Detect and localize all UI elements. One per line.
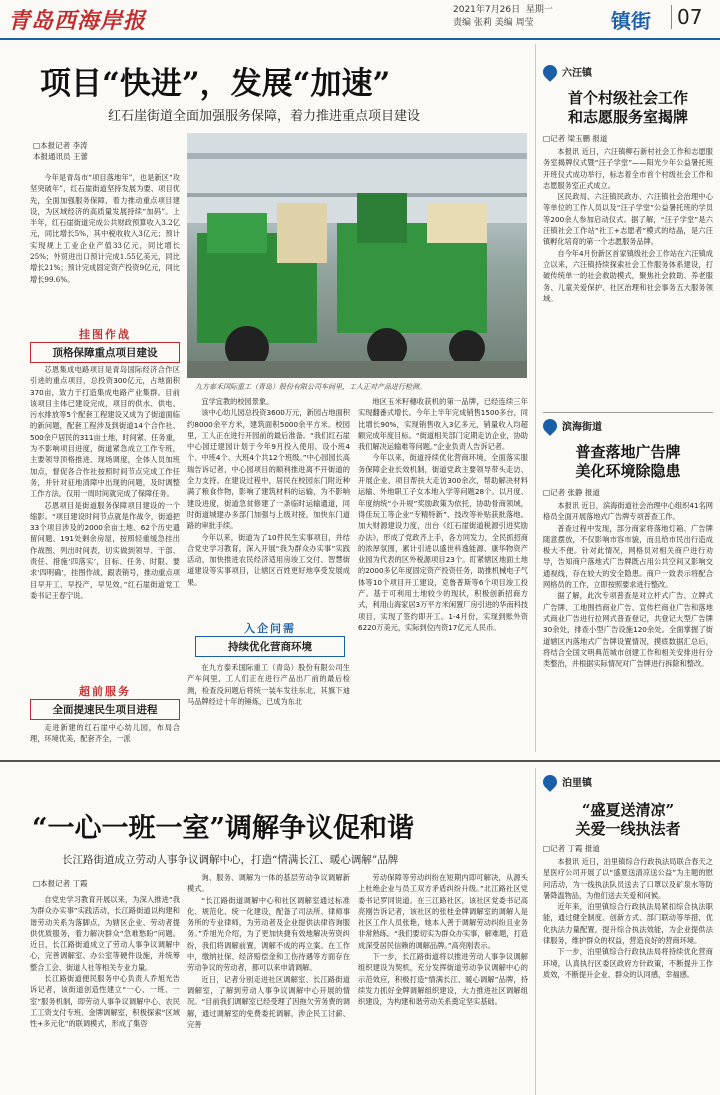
section1-header bbox=[30, 326, 180, 363]
bottom-col3: 劳动保障等劳动纠纷在短期内即可解决，从源头上杜绝企业与员工双方矛盾纠纷升级。”北江路社区党委书记罗同说道。在三江路社区，该社区党委书记高亮刚告诉记者，该社区的张桂金牌调解室的调解人是社区工作人员张艳，她本人善于调解劳动纠纷且业务非常熟练。“我们要切实为群众办实事，解难题，打造成深受居民信赖的调解品牌。”高亮刚表示。 下一步，长江路街道将以推进劳动人事争议调解组织建设为契机，充分发挥街道劳动争议调解中心的示范效应，积极打造“情满长江、暖心调解”品牌，持续发力抓好金牌调解组织建设，大力推进社区调解组织建设，为构建和谐劳动关系奠定坚实基础。 bbox=[358, 873, 528, 1007]
right1-body: 本报讯 近日，六汪镇柳石新村社会工作和志愿服务室揭牌仪式暨“汪子学堂”——阳光少年公益暑托班开班仪式成功举行，标志着全市首个村级社会工作和志愿服务室正式成立。 区民政局、六汪镇民政办、六汪镇社会治理中心等单位的工作人员以及“汪子学堂”公益暑托班的学员等200余人参加启动仪式。据了解，“汪子学堂”是六汪镇社会工作站“社工+志愿者”模式的结晶，是六汪镇孵化培育的第一个志愿服务品牌。 自今年4月份新区首家镇级社会工作站在六汪镇成立以来，六汪镇持续探索社会工作服务体系建设，打破传统单一的社会救助模式，聚焦社会救助、养老服务、儿童关爱保护、社区治理和社会事务五大服务领域。 bbox=[543, 147, 713, 303]
bottom-col1: 自党史学习教育开展以来，为深入推进“我为群众办实事”实践活动，长江路街道以构建和谐劳动关系为落脚点，为辖区企业、劳动者提供优质服务，着力解决群众“急难愁盼”问题。近日，长江路街道成立了劳动人事争议调解中心，完善调解室、办公室等硬件设施，并统筹整合工会、街道人社等相关专业力量。 长江路街道便民服务中心负责人乔旭光告诉记者，该街道创造性建立“一心、一班、一室”服务机制，即劳动人事争议调解中心、农民工工资支付专班、金牌调解室，积极探索“区域性+多元化”的联调模式，形成了集咨 bbox=[30, 895, 180, 1029]
right1-byline: □记者 梁玉鹏 报道 bbox=[543, 134, 608, 143]
right3-story bbox=[543, 774, 713, 1081]
right2-story bbox=[543, 418, 713, 760]
main-col1: 芯恩集成电路项目是青岛国际经济合作区引进的重点项目，总投资300亿元，占地面积370亩，致力于打造集成电路产业集群。目前该项目主体已建设完成，项目的供水、供电、污水排放等5个配套工程建设又成为了街道面临的新问题，配套工程涉及到街道14个合作社、500余户居民的311亩土地，时间紧、任务重，为不影响项目进度，街道紧急成立工作专班，主要领导顶格推进、现场调度，全体人员加班加点，督促各合作社按照时间节点完成工作任务，并针对征地清障中出现的问题，及时调整工作方法，仅用一周时间就完成了保障任务。 芯恩项目是街道服务保障项目建设的一个缩影。“项目建设时间节点就是作战令，街道把33个项目涉及的2000余亩土地、62个历史遗留问题、191处剩余房屋，按照轻重缓急挂出作战图、列出时间表，切实做到领导、干部、责任、措施‘四落实’，目标、任务、时限、要求‘四明确’，挂图作战、跟表销号，推动重点项目早开工、早投产，早见效，”红石崖街道党工委书记王春宁说。 bbox=[30, 365, 180, 600]
bottom-col2: 询、服务、调解为一体的基层劳动争议调解新模式。 “长江路街道调解中心和社区调解室通过标准化、规范化、统一化建设，配备了司法所、律师事务所的专业律师，为劳动者及企业提供法律咨询服务。”乔旭光介绍，为了更加快捷有效地解决劳资纠纷，我们将调解前置，调解不成的再立案。在工作中，缴纳社保、经济赔偿金和工伤待遇等方面存在劳动争议的劳动者，都可以来申请调解。 近日，记者分别走进社区调解室、长江路街道调解室，了解到劳动人事争议调解中心开展的情况。“目前我们调解室已经受理了因拖欠劳务费的调解，通过调解室的免费委托调解，涉企民工讨薪、完善 bbox=[187, 873, 350, 1029]
editor-credits: 责编 张莉 美编 周莹 bbox=[453, 18, 534, 28]
main-col2: 宜学宜教的校园景象。 该中心幼儿园总投资3600万元，新园占地面积约8000余平方米，建筑面积5000余平方米。校园里，工人正在进行开园前的最后准备。“我们红石崖中心园迁建园计划于今年9月投入使用，设小班4个、中班4个、大班4个共12个班级。”中心园园长高瑞告诉记者，中心园项目的顺利推进离不开街道的全力支持。在建设过程中，居民在校园东门附近种满了粮食作物，影响了建筑材料的运输，为不影响建设进度，街道急贫修建了一条临时运输通道，同时街道城建办多部门加强与上级对接，加快东门道路的审批手续。 今年以来，街道为了10件民生实事项目，并结合党史学习教育，深入开展“我为群众办实事”实践活动，加快推进农民经济适用房竣工交付、智慧街道建设等实事项目，让辖区百姓更好地享受发展成果。 bbox=[187, 397, 350, 587]
location-pin-icon bbox=[540, 62, 560, 82]
section1-tag: 挂图作战 bbox=[79, 328, 131, 341]
right3-body: 本报讯 近日，泊里镇综合行政执法局联合春天之星医疗公司开展了以“盛夏送清凉送公益”为主题的慰问活动，为一线执法队员送去了口罩以及矿泉水等防暑降温物品，为他们送去关爱和问候。 近年来，泊里镇综合行政执法局紧扣综合执法职能，通过健全制度、创新方式、部门联动等举措，优化执法力量配置，提升综合执法效能，为企业提供法律服务，维护群众的权益，营造良好的营商环境。 下一步，泊里镇综合行政执法局将持续优化营商环境，认真执行区委区政府方针政策，不断提升工作质效，不断提升企业、群众的认同感，幸福感。 bbox=[543, 857, 713, 979]
right2-title: 普查落地广告牌 美化环境除隐患 bbox=[575, 443, 681, 480]
section2-tag: 超前服务 bbox=[79, 685, 131, 698]
section3-title: 持续优化营商环境 bbox=[195, 636, 345, 657]
section2-header bbox=[30, 683, 180, 720]
main-col2-tail: 在九方泰禾国际重工（青岛）股份有限公司生产车间里，工人们正在进行产品出厂前的最后检测，检查没问题后将统一装车发往东北，其旗下迪马品牌经过十年的锤炼，已成为东北 bbox=[187, 663, 350, 706]
masthead-rule bbox=[0, 38, 720, 40]
right1-title: 首个村级社会工作 和志愿服务室揭牌 bbox=[567, 89, 688, 126]
section2-title: 全面提速民生项目进程 bbox=[30, 699, 180, 720]
section3-tag: 入企问需 bbox=[244, 622, 296, 635]
right-divider-1 bbox=[543, 412, 713, 413]
main-subheadline: 红石崖街道全面加强服务保障，着力推进重点项目建设 bbox=[108, 109, 421, 124]
right2-body: 本报讯 近日，滨海街道社会治理中心组织41名网格员全面开展落地式广告牌专项普查工作。 普查过程中发现，部分商家将落地灯箱、广告牌随意摆放，不仅影响市容市貌，而且给市民出行造成极大不便。针对此情况，网格员对相关商户进行劝导，告知商户落地式广告牌既占用公共空间又影响交通视线，存在较大的安全隐患。商户一致表示将配合网格员的工作，立即按照要求进行整改。 据了解，此次专项普查是对立杆式广告、立牌式广告牌、工地围挡商业广告、宣传栏商业广告和落地式商业广告进行拉网式普查登记，共登记大型广告牌30余处，排查小型广告设施120余处。全面掌握了街道辖区内落地式广告牌设置情况，摸底数据汇总后，将结合全国文明典范城市创建工作和相关安排进行分类整治，并根据实际情况对广告牌进行拆除和整改。 bbox=[543, 501, 713, 669]
factory-photo bbox=[187, 133, 527, 378]
bottom-headline: “一心一班一室”调解争议促和谐 bbox=[32, 813, 415, 844]
right3-title: “盛夏送清凉” 关爱一线执法者 bbox=[575, 801, 681, 838]
newspaper-logo: 青岛西海岸报 bbox=[8, 8, 147, 34]
page-number: 07 bbox=[671, 5, 702, 29]
section-name: 镇街 bbox=[611, 9, 651, 33]
location-pin-icon bbox=[540, 416, 560, 436]
right3-byline: □记者 丁霞 报道 bbox=[543, 844, 600, 853]
right2-town: 滨海街道 bbox=[543, 418, 713, 433]
right2-byline: □记者 张静 报道 bbox=[543, 488, 600, 497]
harvester-illustration bbox=[187, 133, 527, 378]
main-col3: 地区玉米籽穗收获机的第一品牌，已经连续三年实现翻番式增长。今年上半年完成销售1500多台，同比增长90%，实现销售收入3亿多元，销量收入均超额完成年度目标。“街道相关部门定期走访企业，协助我们解决运输难等问题。”企业负责人告诉记者。 今年以来，街道持续优化营商环境，全面落实服务保障企业长效机制，街道党政主要领导带头走访、开展企业、项目帮扶大走访300余次，帮助解决材料运输、外地职工子女本地入学等问题28个。以月度、年度纳统“小升规”奖励政策为依托，协助骨商领域，得佳玩工等企业“专精特新”、技改等补贴获批落地。加大财源建设力度，出台《红石崖街道税源引进奖励办法》，形成了党政齐上手，各方同发力，全民抓招商的浓厚氛围，累计引进以盛世科逸能源、康华物资产业园为代表的区外税源项目23个。盯紧辖区地面土地的2000多亿年度固定资产投资任务，助推机械电子气体等10个项目开工建设，克鲁普斯等6个项目竣工投产。基于可利用土地较少的现状，积极创新招商方式，利用山海家居3万平方米闲置厂房引进的华南科技项目，实现了签约即开工。1-4月份，实现到账外资6220万美元，实际到位内资17亿元人民币。 bbox=[358, 397, 528, 632]
section3-header bbox=[195, 620, 345, 657]
main-byline-reporter: □本报记者 李涛 bbox=[33, 141, 88, 150]
photo-caption: 九方泰禾国际重工（青岛）股份有限公司车间里，工人正对产品进行检测。 bbox=[195, 383, 426, 391]
masthead bbox=[0, 0, 720, 38]
right1-story bbox=[543, 64, 713, 370]
main-lead: 今年是青岛市“项目落地年”，也是新区“攻坚突破年”，红石崖街道坚持发展为要、项目优先，全面加强服务保障，着力推动重点项目建设，为区域经济的高质量发展持续“加码”。上半年，红石崖街道完成公共财政预算收入3.2亿元，同比增长5%，其中税收收入3亿元；预计实现规上工业企业产值33亿元，同比增长25%；外贸进出口预计完成1.55亿美元，同比增长21%；预计完成固定资产投资9亿元，同比增长99.6%。 bbox=[30, 173, 180, 284]
main-col1-tail: 走进新建的红石崖中心幼儿园，布局合理，环境优美，配套齐全，一派 bbox=[30, 723, 180, 744]
issue-weekday: 星期一 bbox=[525, 5, 553, 15]
right1-town: 六汪镇 bbox=[543, 64, 713, 79]
bottom-subheadline: 长江路街道成立劳动人事争议调解中心，打造“情满长江、暖心调解”品牌 bbox=[62, 854, 399, 866]
right3-town: 泊里镇 bbox=[543, 774, 713, 789]
masthead-info bbox=[453, 4, 593, 30]
main-headline: 项目“快进”，发展“加速” bbox=[40, 66, 391, 102]
main-byline bbox=[33, 140, 88, 162]
bottom-byline: □本报记者 丁霞 bbox=[33, 879, 88, 888]
main-byline-correspondent: 本报通讯员 王蕾 bbox=[33, 152, 88, 161]
location-pin-icon bbox=[540, 772, 560, 792]
section1-title: 顶格保障重点项目建设 bbox=[30, 342, 180, 363]
bottom-divider bbox=[0, 760, 720, 762]
issue-date: 2021年7月26日 bbox=[453, 5, 521, 15]
